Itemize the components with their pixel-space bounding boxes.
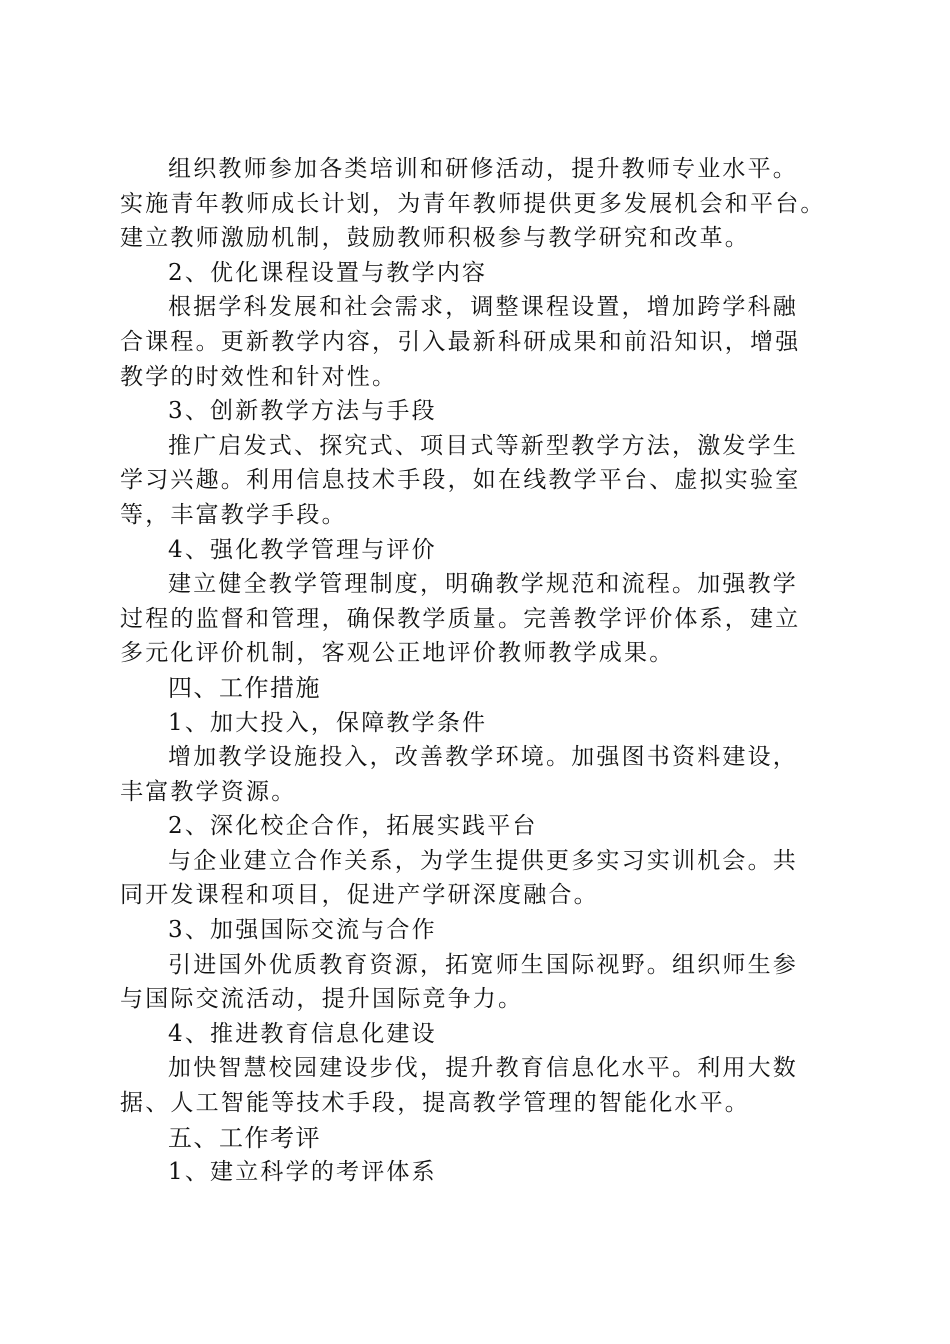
subsection-heading: 3、创新教学方法与手段: [168, 398, 437, 425]
body-paragraph: [120, 1051, 840, 1120]
body-paragraph: [120, 948, 840, 1017]
paragraph-line: 实施青年教师成长计划，为青年教师提供更多发展机会和平台。: [120, 190, 826, 217]
subsection-heading: 2、优化课程设置与教学内容: [168, 259, 488, 286]
paragraph-line: 据、人工智能等技术手段，提高教学管理的智能化水平。: [120, 1090, 750, 1117]
subsection-heading: 4、推进教育信息化建设: [168, 1020, 437, 1047]
body-paragraph: [120, 567, 840, 671]
subsection-heading: 3、加强国际交流与合作: [168, 917, 437, 944]
paragraph-line: 引进国外优质教育资源，拓宽师生国际视野。组织师生参: [168, 951, 798, 978]
paragraph-line: 学习兴趣。利用信息技术手段，如在线教学平台、虚拟实验室: [120, 467, 801, 494]
body-paragraph: [120, 740, 840, 809]
paragraph-line: 同开发课程和项目，促进产学研深度融合。: [120, 882, 599, 909]
paragraph-line: 建立健全教学管理制度，明确教学规范和流程。加强教学: [168, 571, 798, 598]
body-paragraph: [120, 844, 840, 913]
paragraph-line: 教学的时效性和针对性。: [120, 363, 398, 390]
paragraph-line: 过程的监督和管理，确保教学质量。完善教学评价体系，建立: [120, 605, 801, 632]
subsection-heading: 2、深化校企合作，拓展实践平台: [168, 813, 538, 840]
paragraph-line: 多元化评价机制，客观公正地评价教师教学成果。: [120, 640, 675, 667]
paragraph-line: 根据学科发展和社会需求，调整课程设置，增加跨学科融: [168, 294, 798, 321]
paragraph-line: 建立教师激励机制，鼓励教师积极参与教学研究和改革。: [120, 225, 750, 252]
paragraph-line: 组织教师参加各类培训和研修活动，提升教师专业水平。: [168, 156, 798, 182]
subsection-heading: 1、建立科学的考评体系: [168, 1159, 437, 1186]
paragraph-line: 与国际交流活动，提升国际竞争力。: [120, 986, 524, 1013]
paragraph-line: 加快智慧校园建设步伐，提升教育信息化水平。利用大数: [168, 1055, 798, 1082]
paragraph-line: 合课程。更新教学内容，引入最新科研成果和前沿知识，增强: [120, 328, 801, 355]
subsection-heading: 4、强化教学管理与评价: [168, 536, 437, 563]
body-paragraph: [120, 429, 840, 533]
section-heading: 五、工作考评: [168, 1123, 321, 1152]
body-paragraph: [120, 152, 840, 256]
document-body: [120, 152, 840, 1190]
body-paragraph: [120, 290, 840, 394]
subsection-heading: 1、加大投入，保障教学条件: [168, 709, 488, 736]
paragraph-line: 增加教学设施投入，改善教学环境。加强图书资料建设，: [168, 744, 798, 771]
paragraph-line: 等，丰富教学手段。: [120, 501, 347, 528]
paragraph-line: 丰富教学资源。: [120, 778, 297, 805]
paragraph-line: 推广启发式、探究式、项目式等新型教学方法，激发学生: [168, 432, 798, 459]
paragraph-line: 与企业建立合作关系，为学生提供更多实习实训机会。共: [168, 847, 798, 874]
section-heading: 四、工作措施: [168, 673, 321, 702]
